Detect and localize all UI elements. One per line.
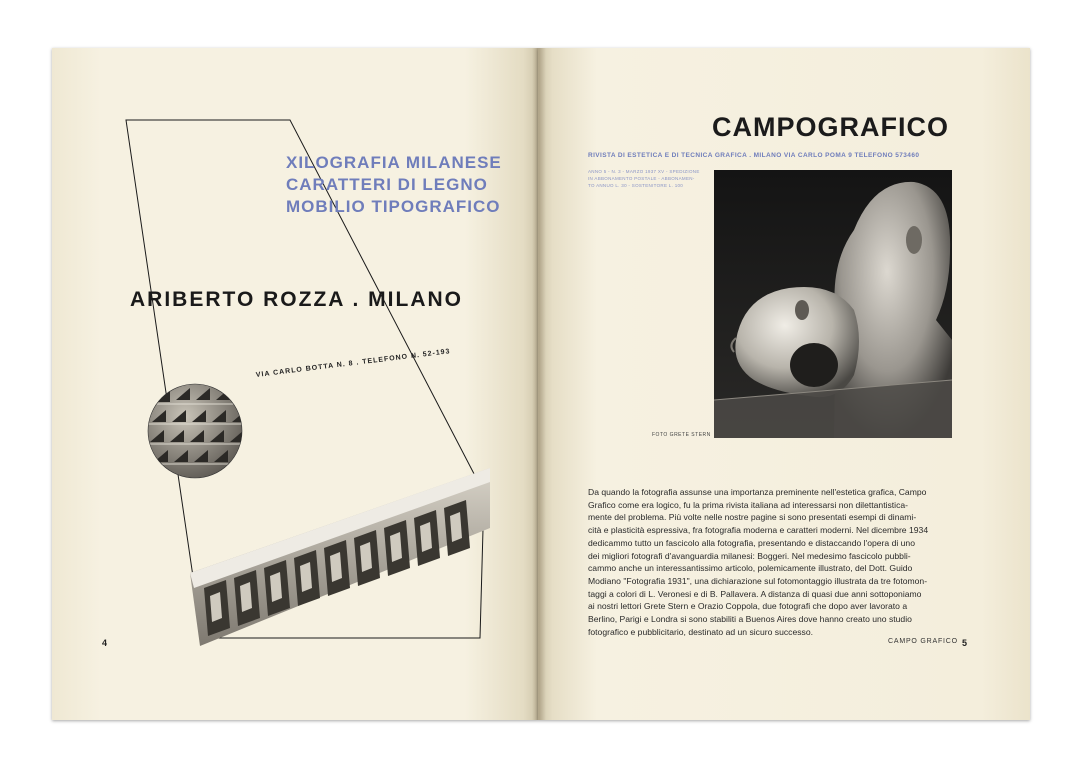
issue-info-line-2: IN ABBONAMENTO POSTALE - ABBONAMEN- <box>588 176 695 181</box>
right-page <box>538 48 1030 720</box>
left-page <box>52 48 538 720</box>
footer-magazine-label: CAMPO GRAFICO <box>888 638 958 645</box>
magazine-spread <box>52 48 1030 720</box>
article-line-5: dedicammo tutto un fascicolo alla fotografia, presentando e distaccando l'opera di uno <box>588 537 915 548</box>
article-line-8: Modiano "Fotografia 1931", una dichiarazione sul fotomontaggio illustrata da tre fotomon- <box>588 575 928 586</box>
article-line-9: taggi a colori di L. Veronesi e di B. Pallavera. A distanza di quasi due anni sottoponiamo <box>588 588 922 599</box>
wood-type-letters-photo <box>190 468 492 646</box>
issue-info-block <box>588 168 700 189</box>
masthead-title: CAMPOGRAFICO <box>712 112 949 142</box>
masthead-subtitle: RIVISTA DI ESTETICA E DI TECNICA GRAFICA . MILANO VIA CARLO POMA 9 TELEFONO 573460 <box>588 152 920 159</box>
article-line-4: cità e plasticità espressiva, fra fotografia moderna e caratteri moderni. Nel dicembre 1934 <box>588 525 929 536</box>
issue-info-line-3: TO ANNUO L. 30 - SOSTENITORE L. 100 <box>588 183 684 188</box>
article-line-12: fotografico e pubblicitario, destinato ad un sicuro successo. <box>588 626 813 637</box>
blue-line-1: XILOGRAFIA MILANESE <box>286 153 502 172</box>
article-line-11: Berlino, Parigi e Londra si sono stabiliti a Buenos Aires dove hanno creato uno studio <box>588 614 912 625</box>
wood-type-circle-photo <box>146 382 244 480</box>
mannequin-heads-photo <box>714 170 952 438</box>
photo-credit: FOTO GRETE STERN <box>652 432 711 438</box>
blue-tagline-block <box>286 152 502 218</box>
article-line-2: Grafico come era logico, fu la prima rivista italiana ad interessarsi non dilettantistica- <box>588 499 909 510</box>
book-gutter <box>532 48 546 720</box>
article-line-6: dei migliori fotografi d'avanguardia milanesi: Boggeri. Nel medesimo fascicolo pubbli- <box>588 550 911 561</box>
article-line-10: ai nostri lettori Grete Stern e Orazio Coppola, due fotografi che dopo aver lavorato a <box>588 601 908 612</box>
article-body <box>588 486 928 638</box>
company-headline: ARIBERTO ROZZA . MILANO <box>130 288 463 311</box>
page-number-left: 4 <box>102 638 108 648</box>
page-number-right: 5 <box>962 638 968 648</box>
company-address: VIA CARLO BOTTA N. 8 . TELEFONO N. 52-193 <box>255 348 451 379</box>
article-line-1: Da quando la fotografia assunse una importanza preminente nell'estetica grafica, Campo <box>588 487 927 497</box>
issue-info-line-1: ANNO 5 - N. 3 - MARZO 1937 XV - SPEDIZIONE <box>588 169 700 174</box>
blue-line-2: CARATTERI DI LEGNO <box>286 175 488 194</box>
article-line-3: mente del problema. Più volte nelle nostre pagine si sono presentati esempi di dinami- <box>588 512 917 523</box>
blue-line-3: MOBILIO TIPOGRAFICO <box>286 197 501 216</box>
article-line-7: cammo anche un interessantissimo articolo, polemicamente illustrato, del Dott. Guido <box>588 563 913 574</box>
